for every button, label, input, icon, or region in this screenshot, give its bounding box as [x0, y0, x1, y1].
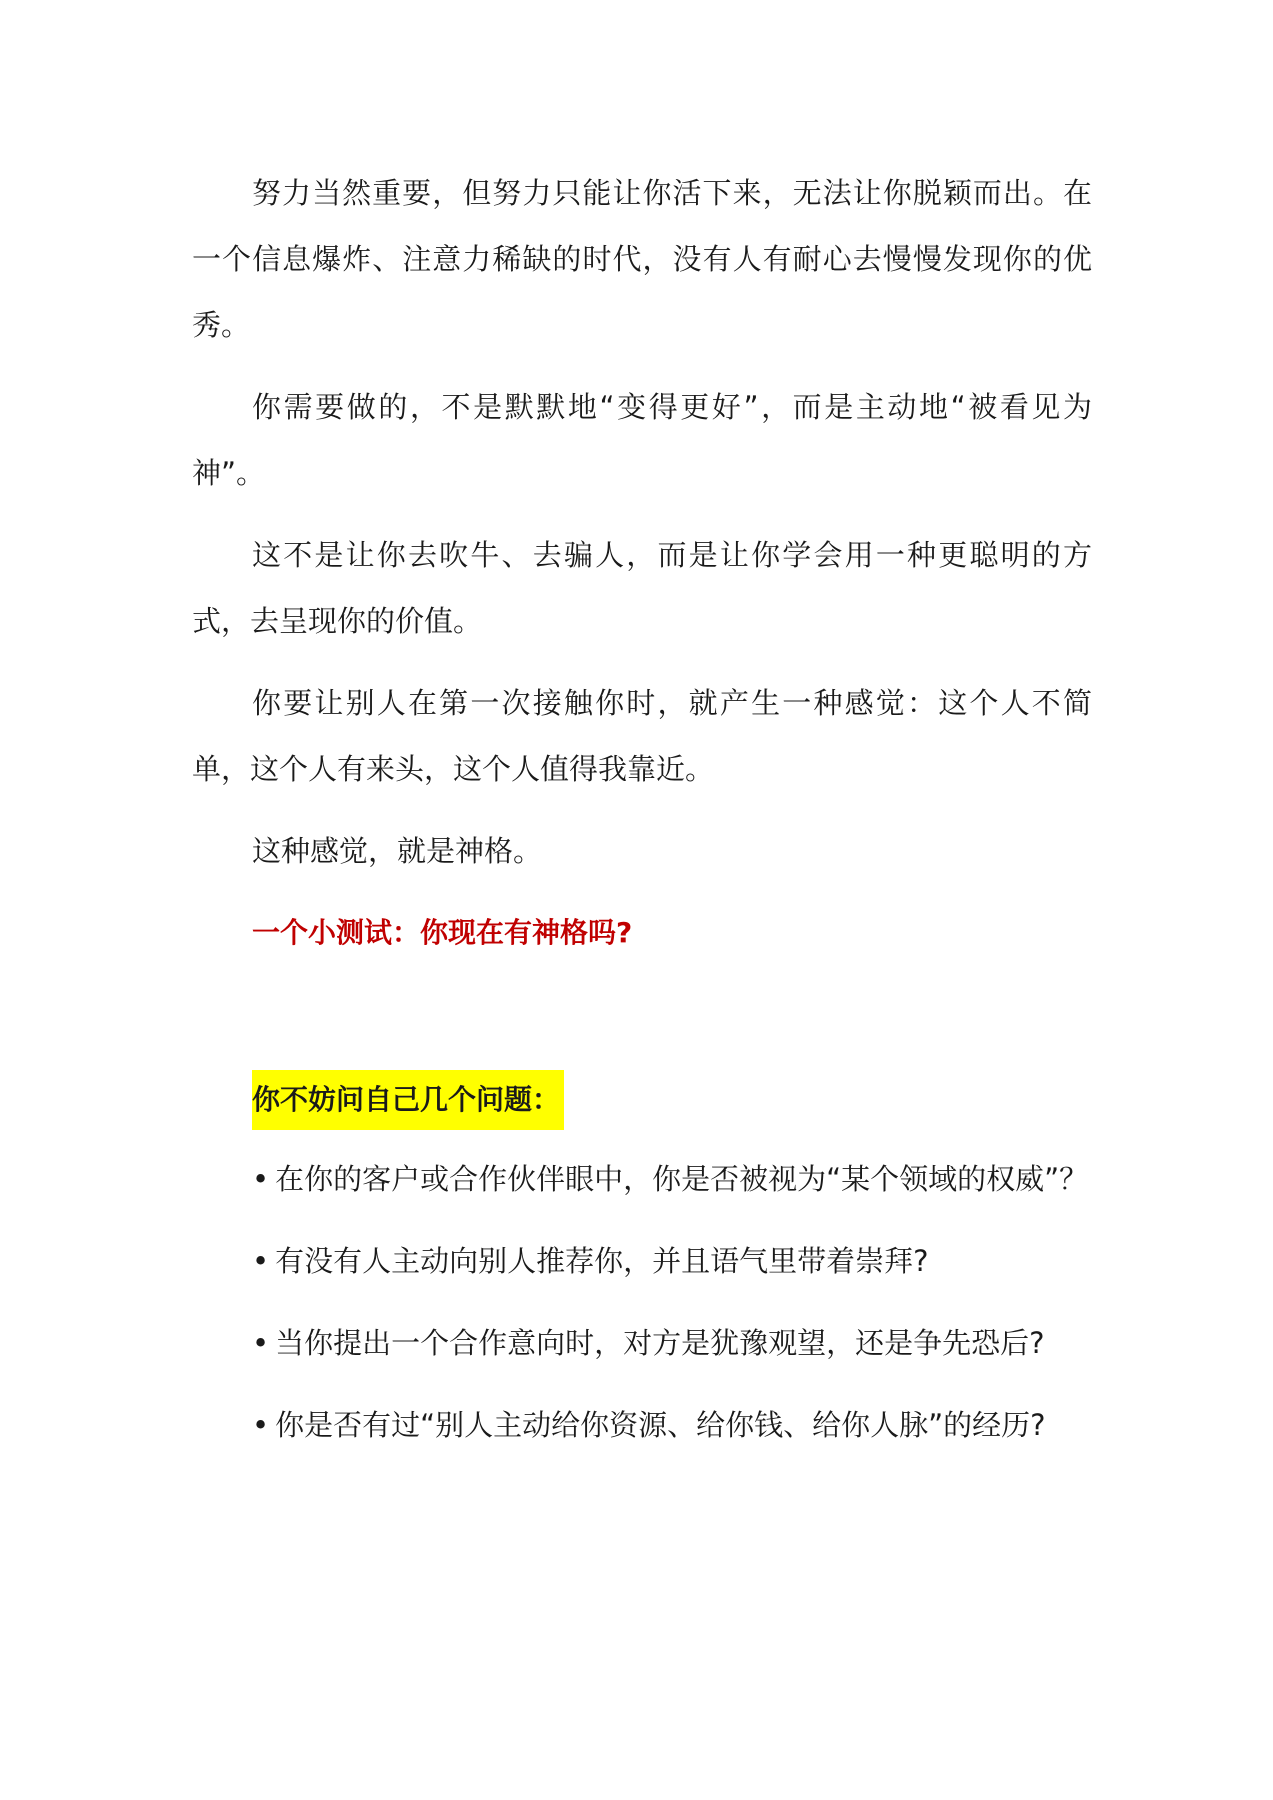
paragraph: 你需要做的，不是默默地“变得更好”，而是主动地“被看见为神”。 — [192, 390, 1092, 490]
quiz-heading: 一个小测试：你现在有神格吗? — [252, 916, 633, 949]
paragraph: 努力当然重要，但努力只能让你活下来，无法让你脱颖而出。在一个信息爆炸、注意力稀缺的时代，没有人有耐心去慢慢发现你的优秀。 — [192, 176, 1092, 342]
paragraph: 你要让别人在第一次接触你时，就产生一种感觉：这个人不简单，这个人有来头，这个人值得我靠近。 — [192, 686, 1092, 786]
question-item — [192, 1146, 1092, 1212]
questions-heading-block — [252, 1070, 1092, 1130]
document-page — [192, 160, 1092, 1474]
question-text: 你是否有过“别人主动给你资源、给你钱、给你人脉”的经历? — [275, 1408, 1046, 1442]
bullet-icon: • — [252, 1326, 270, 1360]
bullet-icon: • — [252, 1244, 270, 1278]
question-text: 有没有人主动向别人推荐你，并且语气里带着崇拜? — [275, 1244, 929, 1278]
paragraph: 这种感觉，就是神格。 — [252, 834, 543, 868]
bullet-icon: • — [252, 1162, 270, 1196]
question-text: 在你的客户或合作伙伴眼中，你是否被视为“某个领域的权威”？ — [275, 1162, 1089, 1196]
questions-heading: 你不妨问自己几个问题： — [252, 1070, 564, 1130]
paragraph: 这不是让你去吹牛、去骗人，而是让你学会用一种更聪明的方式，去呈现你的价值。 — [192, 538, 1092, 638]
question-item — [192, 1392, 1092, 1458]
question-item — [192, 1310, 1092, 1376]
bullet-icon: • — [252, 1408, 270, 1442]
question-item — [192, 1228, 1092, 1294]
question-text: 当你提出一个合作意向时，对方是犹豫观望，还是争先恐后? — [275, 1326, 1045, 1360]
